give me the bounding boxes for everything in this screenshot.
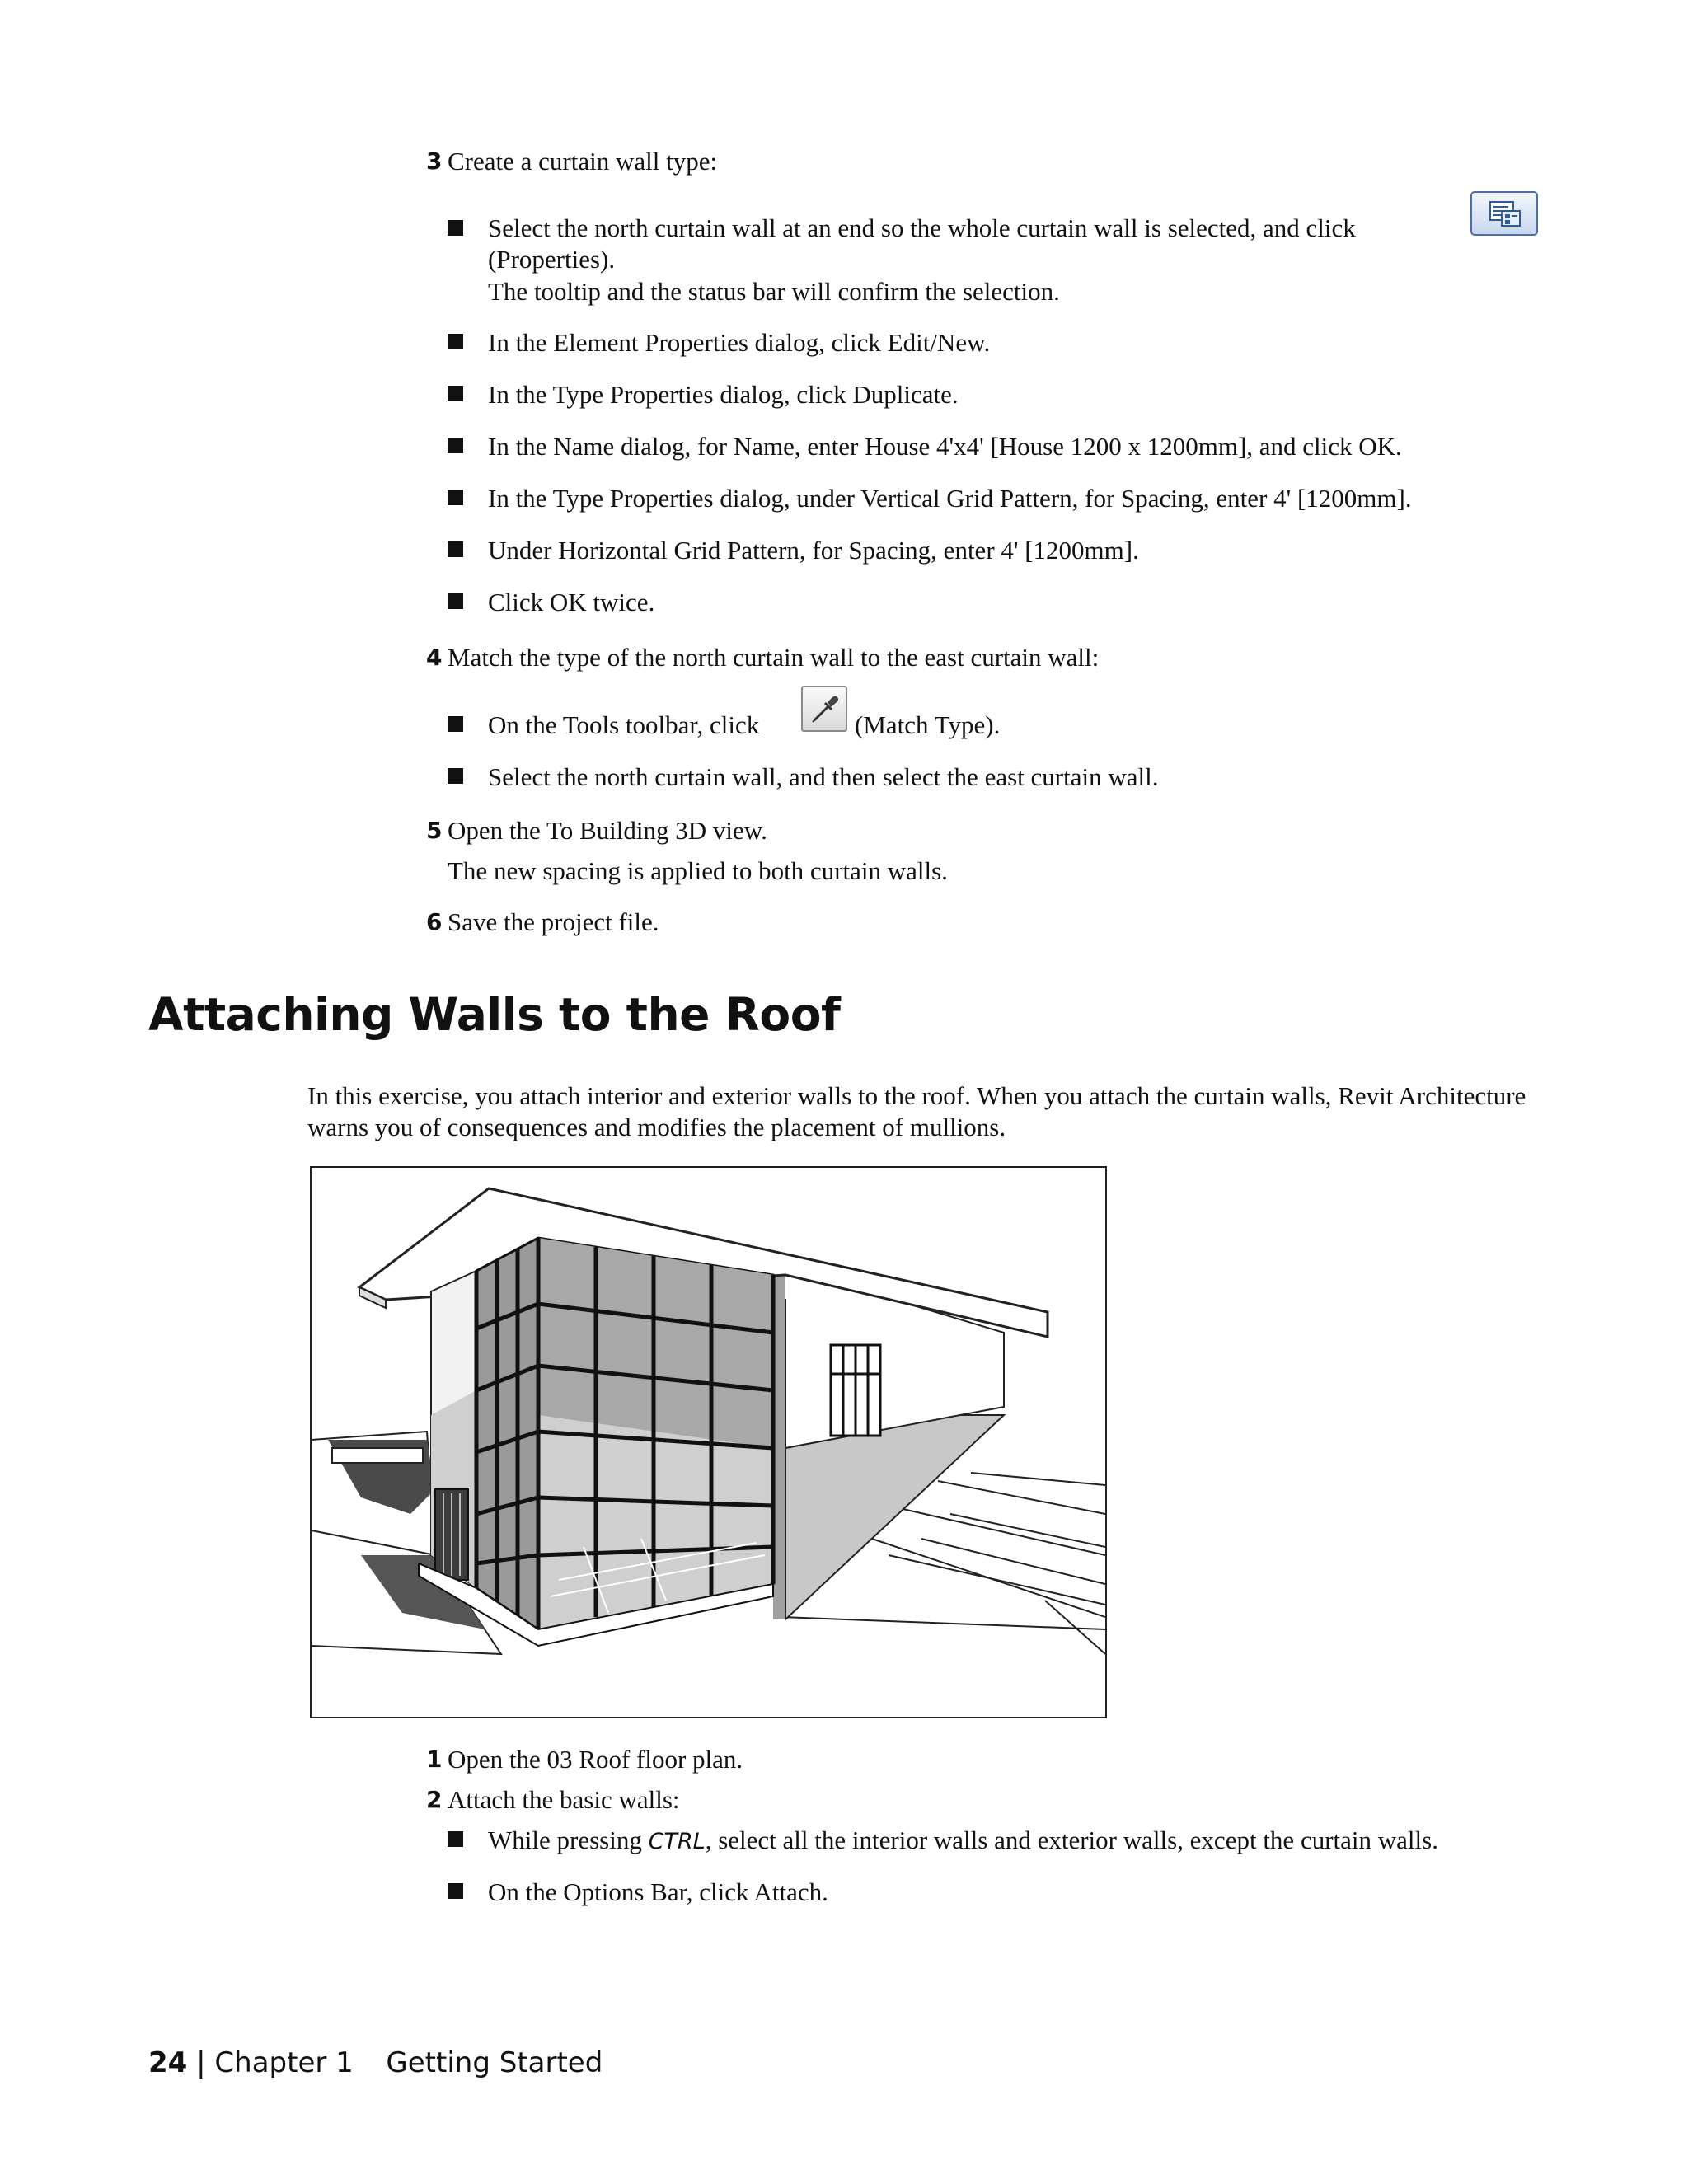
chapter-title: Getting Started bbox=[386, 2046, 603, 2079]
bullet-text: On the Tools toolbar, click bbox=[488, 710, 760, 739]
bullet-text: Select the north curtain wall, and then select the east curtain wall. bbox=[488, 762, 1159, 791]
bullet-text: In the Element Properties dialog, click Edit/New. bbox=[488, 328, 991, 357]
bullet-text bbox=[488, 1824, 1438, 1858]
step-number: 4 bbox=[426, 644, 443, 671]
step-number: 5 bbox=[426, 817, 443, 844]
step-number: 1 bbox=[426, 1746, 443, 1773]
bullet-square bbox=[448, 1883, 463, 1899]
bullet-square bbox=[448, 1831, 463, 1847]
step-text: Save the project file. bbox=[448, 907, 659, 936]
footer-separator: | bbox=[196, 2046, 206, 2079]
bullet-square bbox=[448, 716, 463, 732]
bullet-square bbox=[448, 334, 463, 349]
bullet-square bbox=[448, 593, 463, 609]
step-number: 6 bbox=[426, 908, 443, 935]
bullet-text: In the Type Properties dialog, under Vertical Grid Pattern, for Spacing, enter 4' [1200mm]. bbox=[488, 484, 1412, 513]
page-footer bbox=[148, 2046, 603, 2079]
bullet-text: (Properties). bbox=[488, 245, 616, 274]
page-number: 24 bbox=[148, 2046, 188, 2079]
bullet-text: (Match Type). bbox=[855, 710, 1001, 739]
bullet-text: Select the north curtain wall at an end so the whole curtain wall is selected, and click bbox=[488, 213, 1356, 242]
bullet-square bbox=[448, 768, 463, 784]
bullet-text: Under Horizontal Grid Pattern, for Spacing, enter 4' [1200mm]. bbox=[488, 536, 1139, 565]
building-3d-illustration bbox=[310, 1166, 1107, 1718]
bullet-text: In the Type Properties dialog, click Duplicate. bbox=[488, 380, 959, 409]
step-text: Match the type of the north curtain wall to the east curtain wall: bbox=[448, 643, 1100, 672]
section-intro: In this exercise, you attach interior and exterior walls to the roof. When you attach the curtain walls, Revit Architecture warns you of consequences and modifies the placement of mullions. bbox=[307, 1081, 1526, 1141]
bullet-square bbox=[448, 541, 463, 557]
bullet-text: In the Name dialog, for Name, enter House 4'x4' [House 1200 x 1200mm], and click OK. bbox=[488, 432, 1402, 461]
bullet-text: Click OK twice. bbox=[488, 588, 655, 616]
bullet-note: The tooltip and the status bar will confirm the selection. bbox=[488, 277, 1060, 306]
keyboard-key: CTRL bbox=[648, 1829, 706, 1854]
bullet-text-start: While pressing bbox=[488, 1825, 642, 1854]
bullet-square bbox=[448, 386, 463, 401]
chapter-label: Chapter 1 bbox=[214, 2046, 354, 2079]
bullet-square bbox=[448, 220, 463, 236]
properties-icon bbox=[1470, 191, 1538, 236]
step-number: 2 bbox=[426, 1786, 443, 1813]
step-text: Attach the basic walls: bbox=[448, 1785, 680, 1814]
eyedropper-icon bbox=[801, 686, 847, 732]
section-heading: Attaching Walls to the Roof bbox=[148, 988, 841, 1041]
bullet-square bbox=[448, 438, 463, 453]
bullet-square bbox=[448, 490, 463, 505]
bullet-text: On the Options Bar, click Attach. bbox=[488, 1877, 828, 1906]
step-text: Create a curtain wall type: bbox=[448, 147, 718, 176]
bullet-text-end: , select all the interior walls and exterior walls, except the curtain walls. bbox=[705, 1825, 1438, 1854]
step-text: Open the To Building 3D view. bbox=[448, 816, 767, 845]
step-number: 3 bbox=[426, 148, 443, 175]
step-note: The new spacing is applied to both curtain walls. bbox=[448, 856, 948, 885]
step-text: Open the 03 Roof floor plan. bbox=[448, 1745, 743, 1774]
